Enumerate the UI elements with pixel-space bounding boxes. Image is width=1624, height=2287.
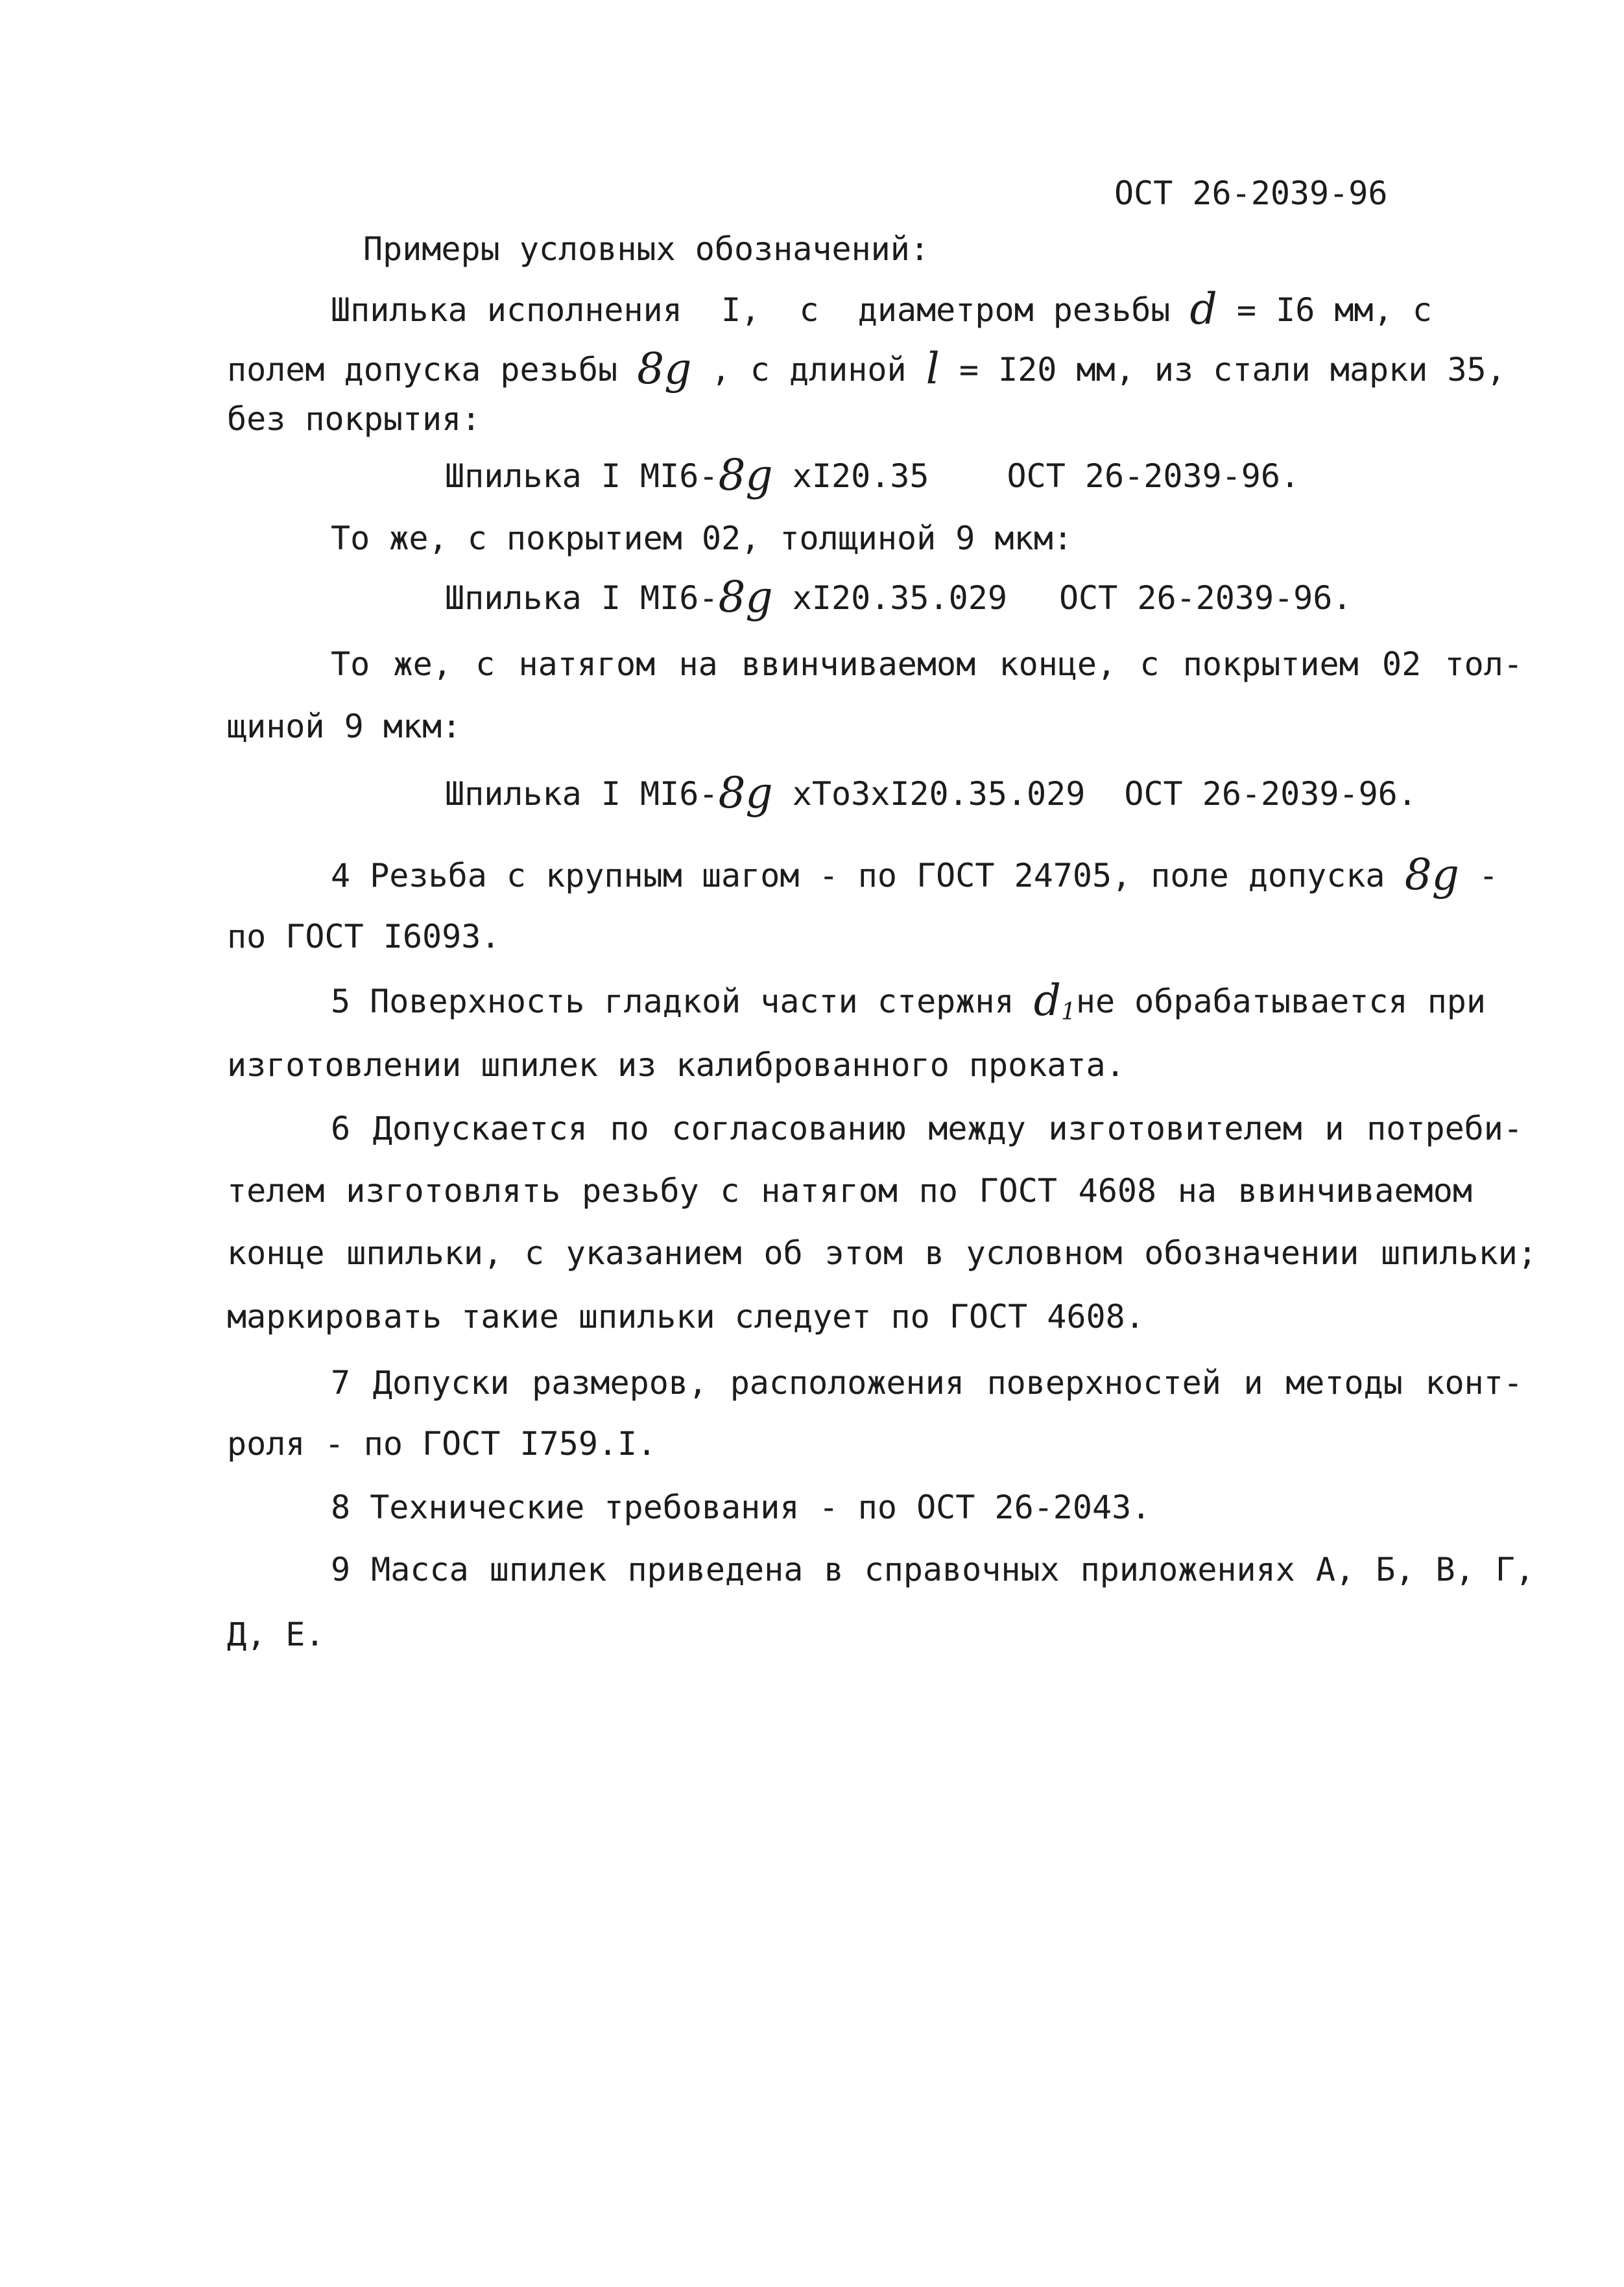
word: на [678, 645, 718, 683]
diameter-subscript: 1 [1060, 999, 1076, 1025]
diameter-symbol: d [1189, 284, 1217, 334]
item6-line4: маркировать такие шпильки следует по ГОСТ 4608. [227, 1298, 1145, 1335]
word: расположения [730, 1364, 964, 1402]
word: телем [227, 1172, 325, 1210]
word: с [1140, 645, 1160, 683]
word: ввинчиваемом [741, 645, 976, 683]
word: Г, [1495, 1551, 1534, 1588]
item6-line1 [331, 1109, 1523, 1148]
designation-standard: ОСТ 26-2039-96. [1124, 775, 1417, 813]
word: размеров, [532, 1364, 708, 1402]
length-symbol: l [925, 344, 940, 394]
word: обозначении [1144, 1234, 1359, 1272]
item6-line2 [227, 1171, 1472, 1210]
item8-line1: 8 Технические требования - по ОСТ 26-2043. [331, 1489, 1151, 1526]
designation-prefix: Шпилька I MI6- [445, 457, 719, 495]
item9-line2: Д, Е. [227, 1616, 325, 1653]
document-code: ОСТ 26-2039-96 [1114, 174, 1388, 212]
item9-line1-text [331, 1550, 1534, 1589]
word: в [924, 1234, 944, 1272]
word: в [824, 1551, 844, 1588]
examples-title: Примеры условных обозначений: [363, 230, 929, 268]
tolerance-field-symbol: 8g [718, 572, 773, 622]
word: конце [227, 1234, 325, 1272]
diameter-symbol: d [1033, 976, 1061, 1025]
word: Масса [371, 1551, 469, 1588]
item6-line1-text [331, 1109, 1523, 1148]
designation-suffix: xI20.35.029 [792, 579, 1007, 617]
word: конт- [1425, 1364, 1523, 1402]
item6-line3-text [227, 1234, 1537, 1273]
word: поверхностей [986, 1364, 1221, 1402]
word: Допускается [372, 1110, 588, 1147]
word: ГОСТ [979, 1172, 1057, 1210]
example1-line2-text-c: = I20 мм, из стали марки 35, [959, 351, 1506, 389]
word: с [475, 645, 496, 683]
item4-line2: по ГОСТ I6093. [227, 918, 501, 955]
word: же, [393, 645, 452, 683]
word: 4608 [1078, 1172, 1157, 1210]
example3-line2: щиной 9 мкм: [227, 708, 462, 745]
word: шпильки; [1381, 1234, 1537, 1272]
item4-line1-text-a: 4 Резьба с крупным шагом - по ГОСТ 24705, поле допуска [331, 857, 1385, 894]
example2-designation [445, 572, 1352, 622]
word: шпилек [489, 1551, 607, 1588]
word: методы [1285, 1364, 1403, 1402]
example3-line1 [331, 645, 1523, 684]
item7-line1-text [331, 1363, 1523, 1402]
word: приложениях [1080, 1551, 1295, 1588]
word: приведена [627, 1551, 804, 1588]
example1-line1-text-a: Шпилька исполнения I, с диаметром резьбы [331, 291, 1171, 329]
word: 02 [1382, 645, 1422, 683]
item6-line2-text [227, 1171, 1472, 1210]
word: ввинчиваемом [1237, 1172, 1472, 1210]
word: с [524, 1234, 545, 1272]
item7-line2: роля - по ГОСТ I759.I. [227, 1425, 657, 1463]
word: указанием [566, 1234, 742, 1272]
word: изготовителем [1048, 1110, 1302, 1147]
item5-line2: изготовлении шпилек из калиброванного проката. [227, 1046, 1125, 1084]
word: потреби- [1367, 1110, 1523, 1147]
designation-standard: ОСТ 26-2039-96. [1007, 457, 1300, 495]
example1-designation [445, 450, 1300, 500]
tolerance-field-symbol: 8g [718, 768, 773, 818]
item5-line1 [331, 976, 1487, 1032]
word: Допуски [372, 1364, 510, 1402]
word: этом [824, 1234, 903, 1272]
item6-line3 [227, 1234, 1537, 1273]
word: условном [966, 1234, 1123, 1272]
word: справочных [864, 1551, 1060, 1588]
example2-intro: То же, с покрытием 02, толщиной 9 мкм: [331, 520, 1073, 557]
word: об [763, 1234, 803, 1272]
tolerance-field-symbol: 8g [718, 450, 773, 500]
item5-line1-text-a: 5 Поверхность гладкой части стержня [331, 983, 1014, 1020]
word: 7 [331, 1364, 351, 1402]
designation-suffix: xI20.35 [792, 457, 929, 495]
word: по [918, 1172, 958, 1210]
tolerance-field-symbol: 8g [1404, 850, 1459, 900]
word: и [1243, 1364, 1263, 1402]
word: конце, [999, 645, 1117, 683]
word: резьбу [582, 1172, 699, 1210]
example1-line1 [331, 284, 1432, 334]
word: согласованию [671, 1110, 906, 1147]
example1-line1-text-b: = I6 мм, с [1236, 291, 1432, 329]
example1-line2-text-b: , с длиной [711, 351, 907, 389]
word: А, [1315, 1551, 1355, 1588]
word: шпильки, [346, 1234, 503, 1272]
designation-prefix: Шпилька I MI6- [445, 775, 719, 813]
word: с [720, 1172, 740, 1210]
tolerance-field-symbol: 8g [637, 344, 692, 394]
item7-line1 [331, 1363, 1523, 1402]
word: В, [1435, 1551, 1475, 1588]
example3-designation [445, 768, 1417, 818]
designation-suffix: xTo3xI20.35.029 [792, 775, 1086, 813]
item9-line1 [331, 1550, 1534, 1589]
word: на [1177, 1172, 1217, 1210]
word: То [331, 645, 370, 683]
designation-standard: ОСТ 26-2039-96. [1058, 579, 1352, 617]
word: между [928, 1110, 1026, 1147]
example1-line2-text-a: полем допуска резьбы [227, 351, 618, 389]
example1-line2 [227, 344, 1506, 394]
designation-prefix: Шпилька I MI6- [445, 579, 719, 617]
word: изготовлять [346, 1172, 561, 1210]
word: натягом [518, 645, 656, 683]
word: и [1324, 1110, 1344, 1147]
word: 6 [331, 1110, 351, 1147]
item5-line1-text-b: не обрабатывается при [1075, 983, 1487, 1020]
word: натягом [761, 1172, 898, 1210]
item4-line1-text-b: - [1479, 857, 1499, 894]
word: Б, [1376, 1551, 1415, 1588]
item4-line1 [331, 850, 1499, 900]
word: тол- [1444, 645, 1523, 683]
example3-line1-text [331, 645, 1523, 684]
word: покрытием [1182, 645, 1359, 683]
word: по [610, 1110, 649, 1147]
word: 9 [331, 1551, 351, 1588]
example1-line3: без покрытия: [227, 400, 481, 438]
